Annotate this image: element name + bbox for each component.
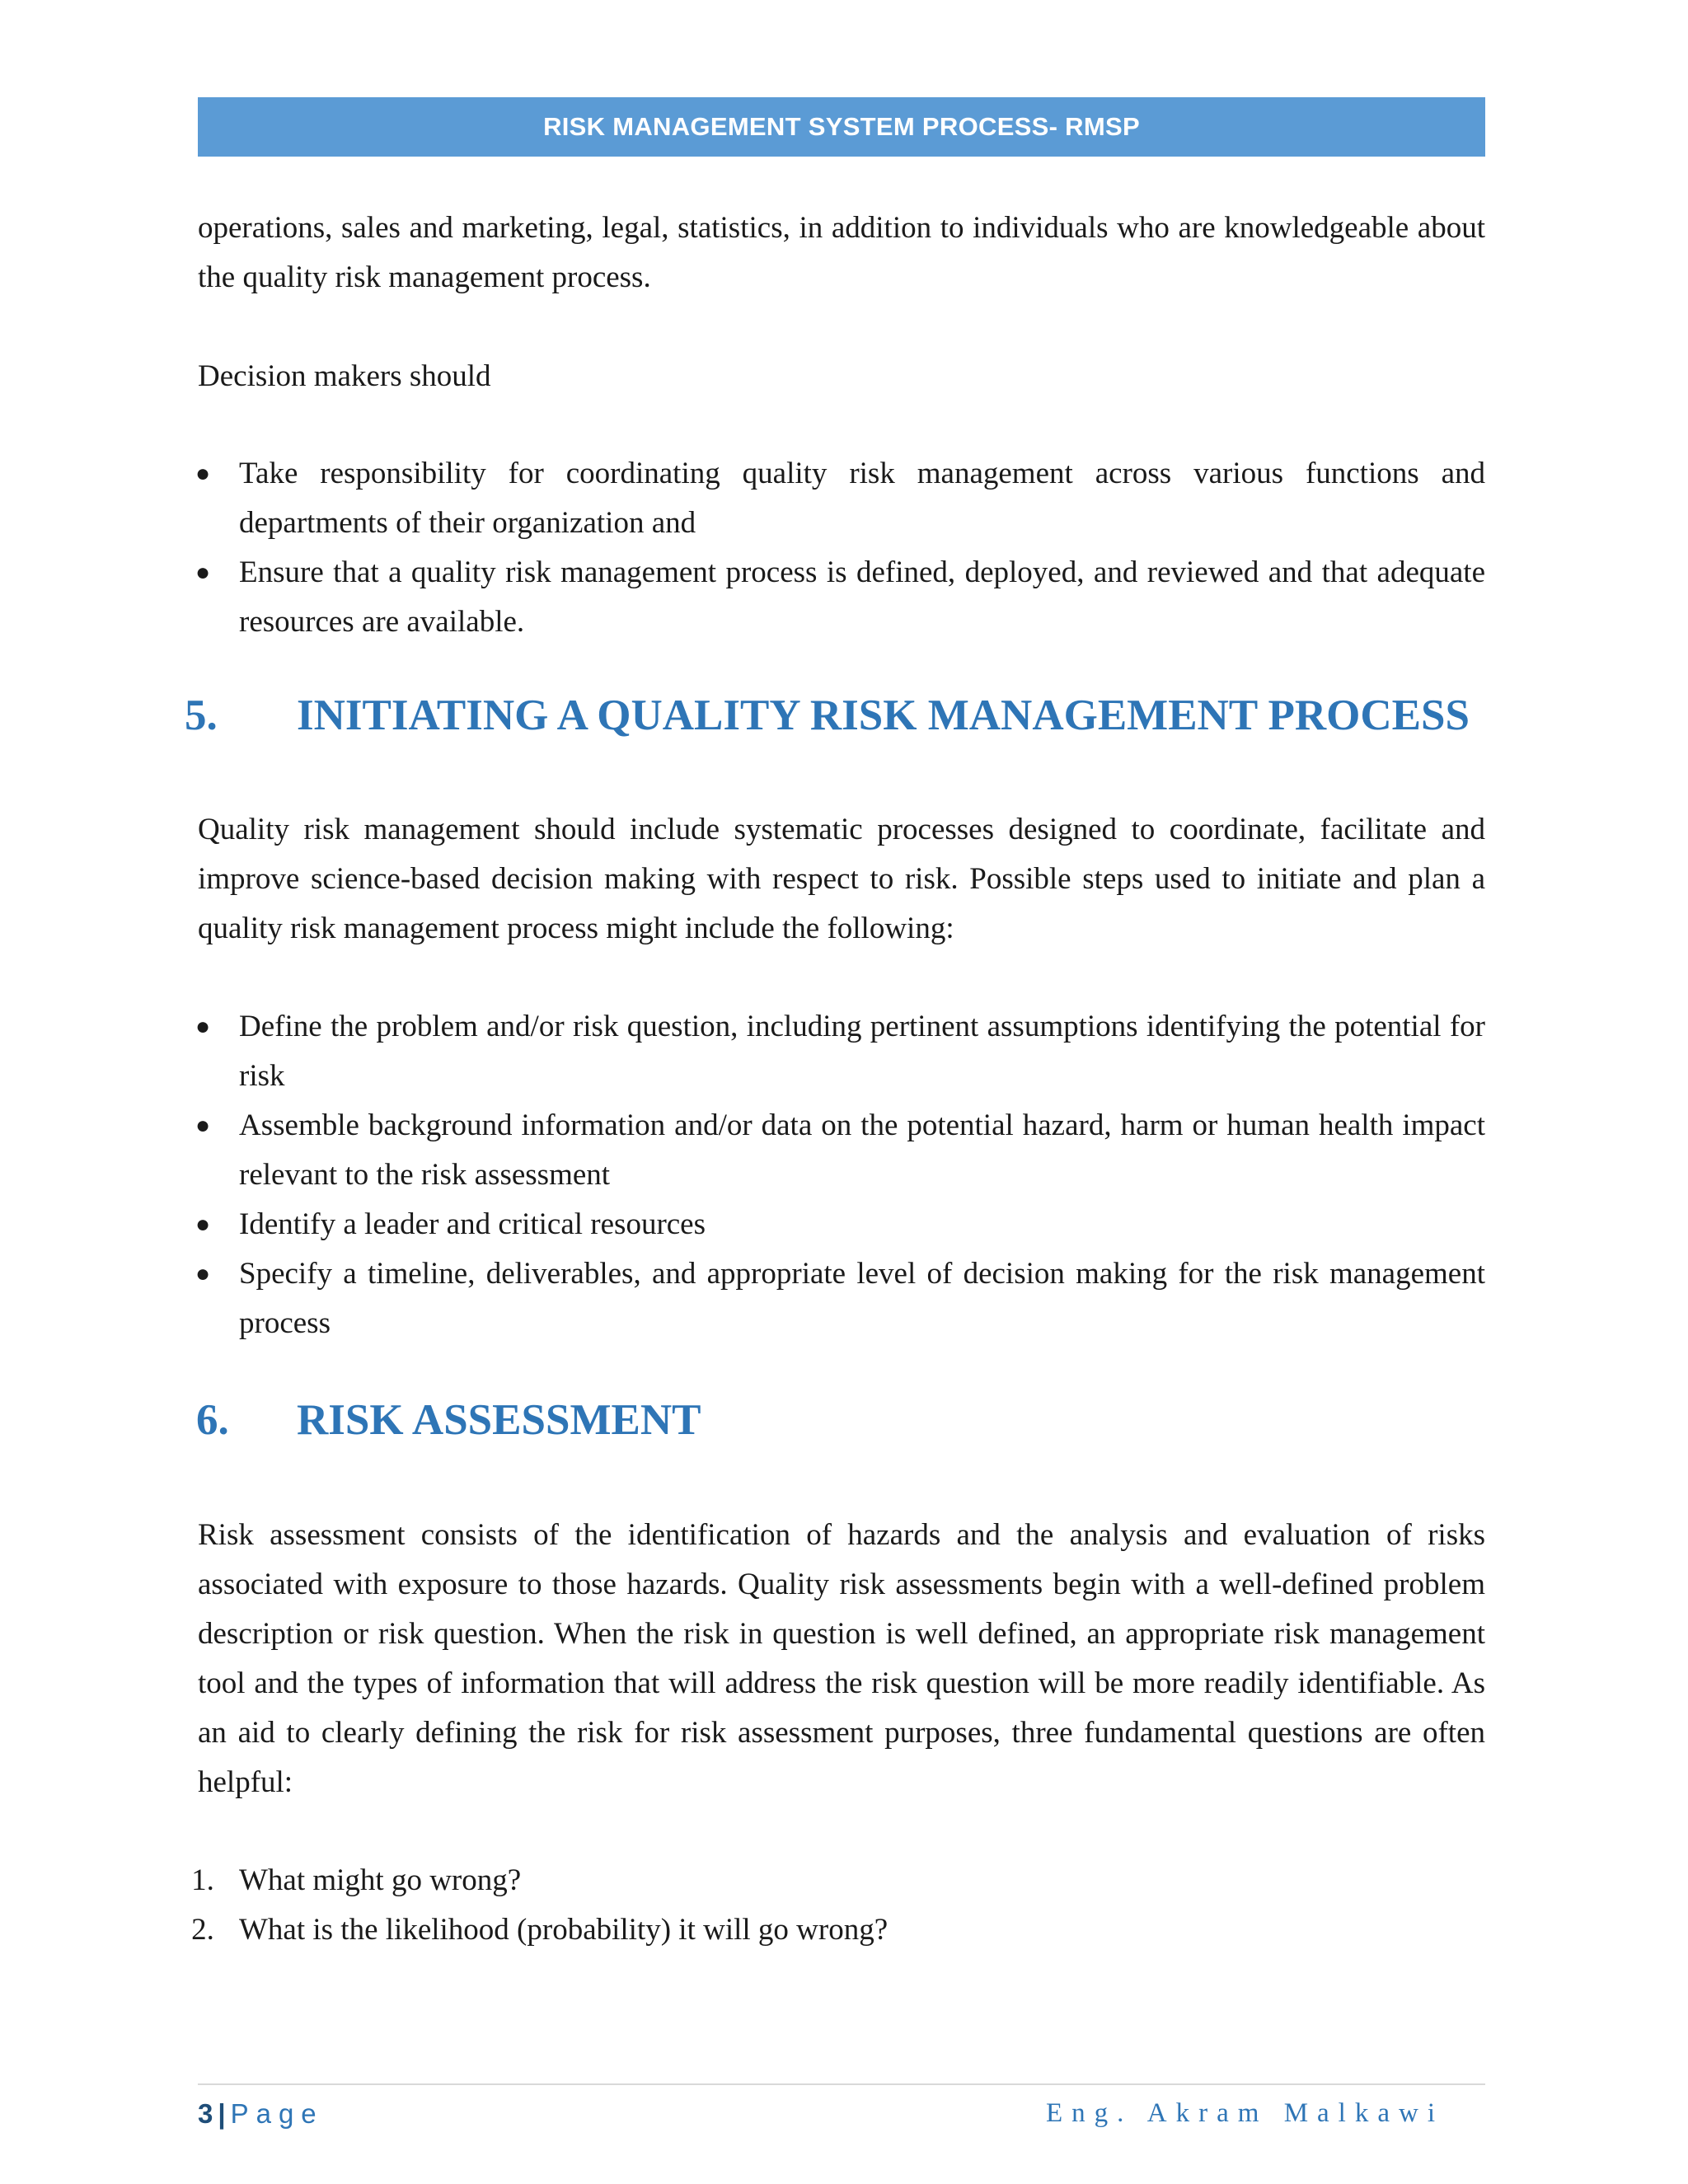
section-6-title: RISK ASSESSMENT: [297, 1396, 701, 1444]
section-5-heading: [185, 687, 1470, 744]
bullet-icon: ●: [195, 1112, 211, 1139]
header-title: RISK MANAGEMENT SYSTEM PROCESS- RMSP: [543, 112, 1140, 141]
section-6-heading: [196, 1391, 701, 1449]
footer-separator: |: [218, 2098, 226, 2129]
page-word: Page: [230, 2098, 324, 2129]
footer-divider: [198, 2083, 1485, 2085]
decision-makers-list: [195, 449, 1485, 647]
section-6-number: 6.: [196, 1396, 229, 1444]
section-5-number: 5.: [185, 691, 218, 739]
section-5-title: INITIATING A QUALITY RISK MANAGEMENT PROCESS: [297, 691, 1470, 739]
bullet-icon: ●: [195, 1013, 211, 1040]
list-item: 1. What might go wrong?: [198, 1856, 1485, 1905]
list-item: ● Ensure that a quality risk management process is defined, deployed, and reviewed and that adequate resources are available.: [198, 548, 1485, 647]
list-item: ● Identify a leader and critical resources: [198, 1200, 1485, 1249]
page-footer-number: [198, 2098, 324, 2130]
decision-makers-lead: Decision makers should: [198, 359, 491, 393]
list-item: ● Define the problem and/or risk question, including pertinent assumptions identifying the potential for risk: [198, 1002, 1485, 1101]
list-item: ● Take responsibility for coordinating quality risk management across various functions and departments of their organization and: [198, 449, 1485, 548]
bullet-icon: ●: [195, 1211, 211, 1238]
list-item: ● Specify a timeline, deliverables, and appropriate level of decision making for the risk management process: [198, 1249, 1485, 1348]
list-number: 1.: [191, 1863, 214, 1897]
bullet-icon: ●: [195, 460, 211, 487]
page-number: 3: [198, 2098, 213, 2129]
section-5-paragraph: Quality risk management should include systematic processes designed to coordinate, facilitate and improve science-based decision making with respect to risk. Possible steps used to initiate and plan a quality risk management process might include the following:: [198, 813, 1485, 945]
bullet-icon: ●: [195, 1260, 211, 1287]
footer-author: Eng. Akram Malkawi: [1045, 2098, 1444, 2128]
bullet-icon: ●: [195, 559, 211, 586]
running-header: [198, 97, 1485, 157]
list-number: 2.: [191, 1913, 214, 1947]
list-item: ● Assemble background information and/or data on the potential hazard, harm or human health impact relevant to the risk assessment: [198, 1101, 1485, 1200]
intro-continuation-paragraph: operations, sales and marketing, legal, statistics, in addition to individuals who are knowledgeable about the quality risk management process.: [198, 211, 1485, 294]
section-5-steps-list: [195, 1002, 1485, 1348]
fundamental-questions-list: [191, 1856, 1485, 1955]
list-item: 2. What is the likelihood (probability) it will go wrong?: [198, 1905, 1485, 1955]
section-6-paragraph: Risk assessment consists of the identification of hazards and the analysis and evaluation of risks associated with exposure to those hazards. Quality risk assessments begin with a well-defined problem description or risk question. When the risk in question is well defined, an appropriate risk management tool and the types of information that will address the risk question will be more readily identifiable. As an aid to clearly defining the risk for risk assessment purposes, three fundamental questions are often helpful:: [198, 1518, 1485, 1799]
